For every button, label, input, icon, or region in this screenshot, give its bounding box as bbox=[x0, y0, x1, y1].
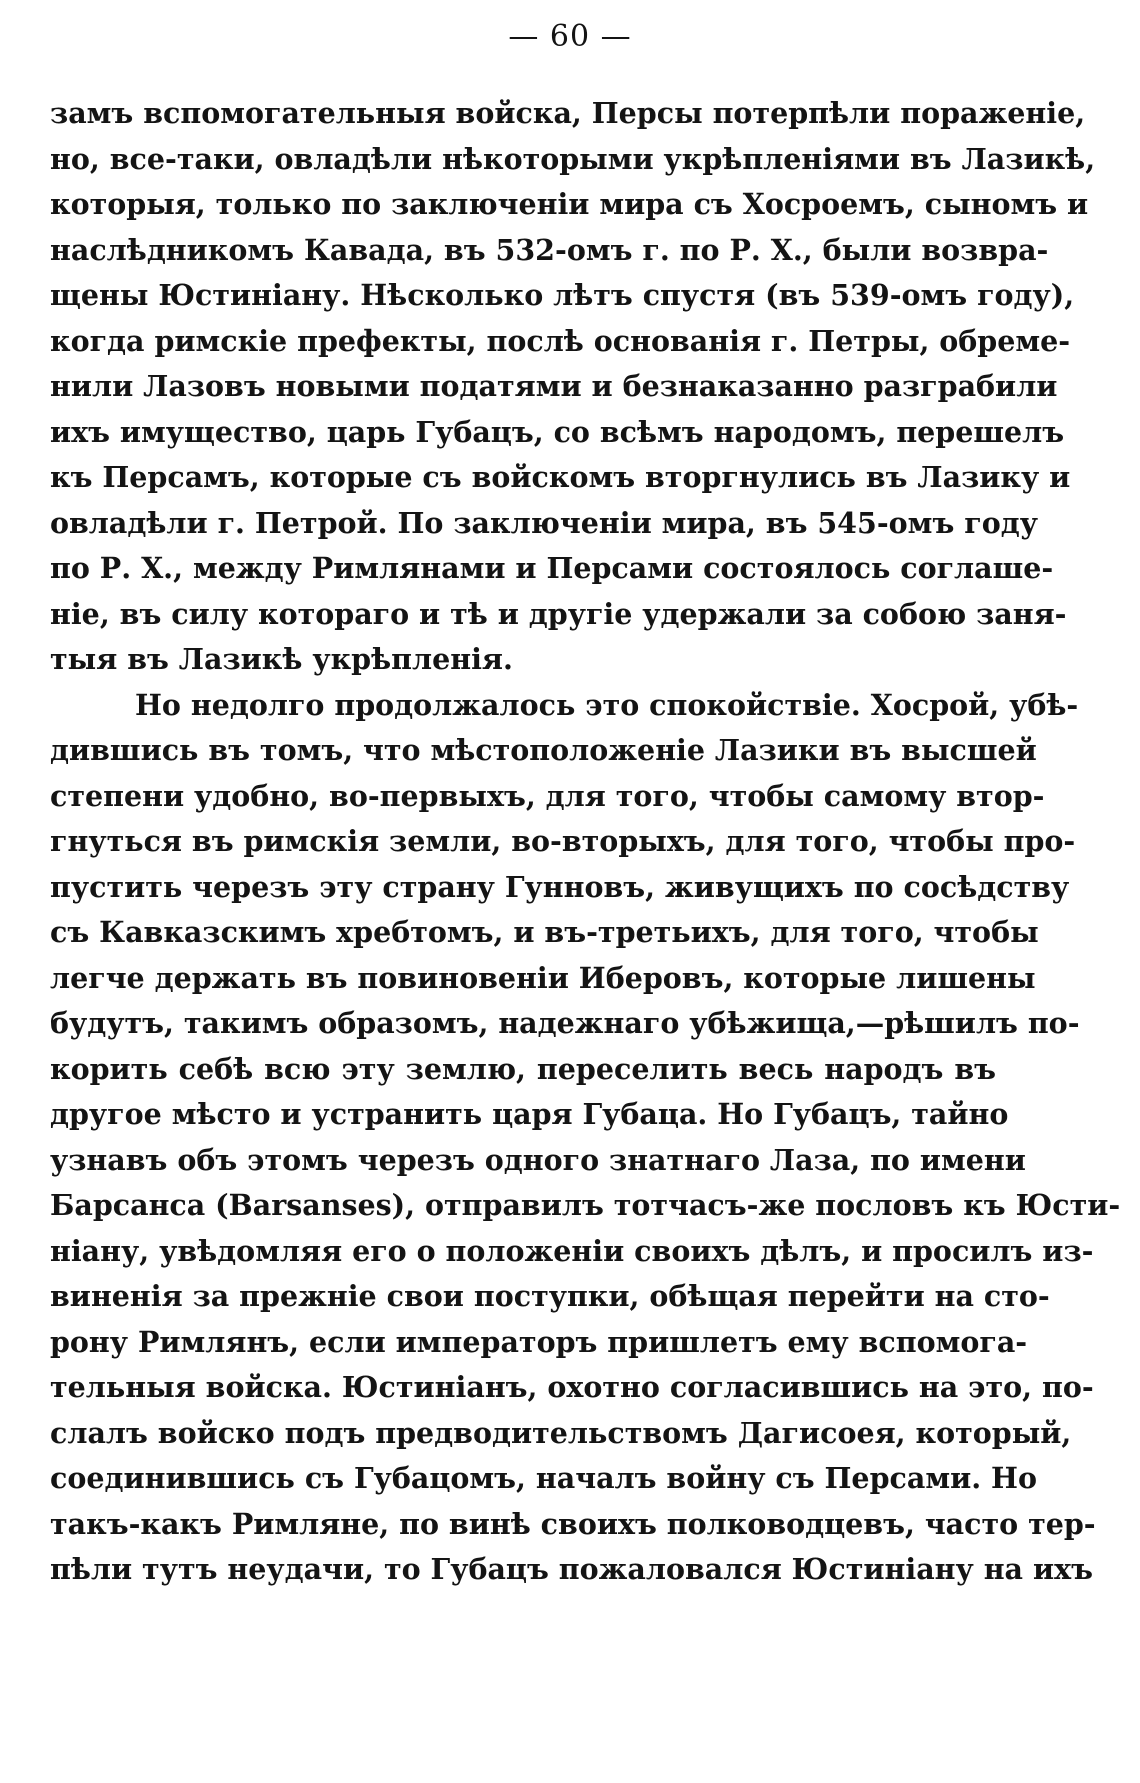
text-line: слалъ войско подъ предводительствомъ Дагисоея, который, bbox=[50, 1415, 1072, 1450]
text-line: съ Кавказскимъ хребтомъ, и въ-третьихъ, для того, чтобы bbox=[50, 915, 1039, 949]
text-line: замъ вспомогательныя войска, Персы потерпѣли пораженіе, bbox=[50, 96, 1086, 130]
text-line: степени удобно, во-первыхъ, для того, чтобы самому втор- bbox=[50, 778, 1045, 813]
text-line: будутъ, такимъ образомъ, надежнаго убѣжища,—рѣшилъ по- bbox=[50, 1006, 1080, 1040]
page-number: — 60 — bbox=[508, 19, 632, 54]
text-line: Барсанса (Barsanses), отправилъ тотчасъ-же пословъ къ Юсти- bbox=[50, 1188, 1121, 1222]
text-line: другое мѣсто и устранить царя Губаца. Но Губацъ, тайно bbox=[50, 1097, 1009, 1131]
text-line: пустить черезъ эту страну Гунновъ, живущихъ по сосѣдству bbox=[50, 869, 1070, 904]
text-line: ихъ имущество, царь Губацъ, со всѣмъ народомъ, перешелъ bbox=[50, 414, 1065, 449]
text-line: которыя, только по заключеніи мира съ Хосроемъ, сыномъ и bbox=[50, 187, 1089, 221]
text-line: ніе, въ силу котораго и тѣ и другіе удержали за собою заня- bbox=[50, 596, 1067, 631]
text-line: корить себѣ всю эту землю, переселить весь народъ въ bbox=[50, 1051, 996, 1086]
text-line: виненія за прежніе свои поступки, обѣщая перейти на сто- bbox=[50, 1279, 1050, 1313]
text-line: но, все-таки, овладѣли нѣкоторыми укрѣпленіями въ Лазикѣ, bbox=[50, 141, 1096, 176]
text-line: по Р. Х., между Римлянами и Персами состоялось соглаше- bbox=[50, 551, 1054, 585]
text-line: соединившись съ Губацомъ, началъ войну съ Персами. Но bbox=[50, 1461, 1037, 1495]
text-line: когда римскіе префекты, послѣ основанія г. Петры, обреме- bbox=[50, 323, 1071, 358]
text-line: ніану, увѣдомляя его о положеніи своихъ дѣлъ, и просилъ из- bbox=[50, 1233, 1094, 1268]
text-line: легче держать въ повиновеніи Иберовъ, которые лишены bbox=[50, 960, 1036, 995]
text-line: овладѣли г. Петрой. По заключеніи мира, въ 545-омъ году bbox=[50, 505, 1038, 540]
text-line: щены Юстиніану. Нѣсколько лѣтъ спустя (въ 539-омъ году), bbox=[50, 278, 1075, 312]
text-line: рону Римлянъ, если императоръ пришлетъ ему вспомога- bbox=[50, 1324, 1028, 1359]
text-line: такъ-какъ Римляне, по винѣ своихъ полководцевъ, часто тер- bbox=[50, 1506, 1096, 1541]
paragraph-start-line: Но недолго продолжалось это спокойствіе. Хосрой, убѣ- bbox=[135, 687, 1079, 722]
body-text bbox=[50, 91, 1121, 1593]
text-line: гнуться въ римскія земли, во-вторыхъ, для того, чтобы про- bbox=[50, 824, 1076, 858]
text-line: наслѣдникомъ Кавада, въ 532-омъ г. по Р. Х., были возвра- bbox=[50, 232, 1049, 267]
text-line: тельныя войска. Юстиніанъ, охотно согласившись на это, по- bbox=[50, 1370, 1094, 1404]
text-line: къ Персамъ, которые съ войскомъ вторгнулись въ Лазику и bbox=[50, 460, 1071, 494]
text-line: нили Лазовъ новыми податями и безнаказанно разграбили bbox=[50, 369, 1058, 403]
text-line: дившись въ томъ, что мѣстоположеніе Лазики въ высшей bbox=[50, 733, 1037, 767]
text-line: пѣли тутъ неудачи, то Губацъ пожаловался Юстиніану на ихъ bbox=[50, 1552, 1093, 1586]
paragraph-end-line: тыя въ Лазикѣ укрѣпленія. bbox=[50, 642, 513, 676]
text-line: узнавъ объ этомъ черезъ одного знатнаго Лаза, по имени bbox=[50, 1142, 1026, 1177]
